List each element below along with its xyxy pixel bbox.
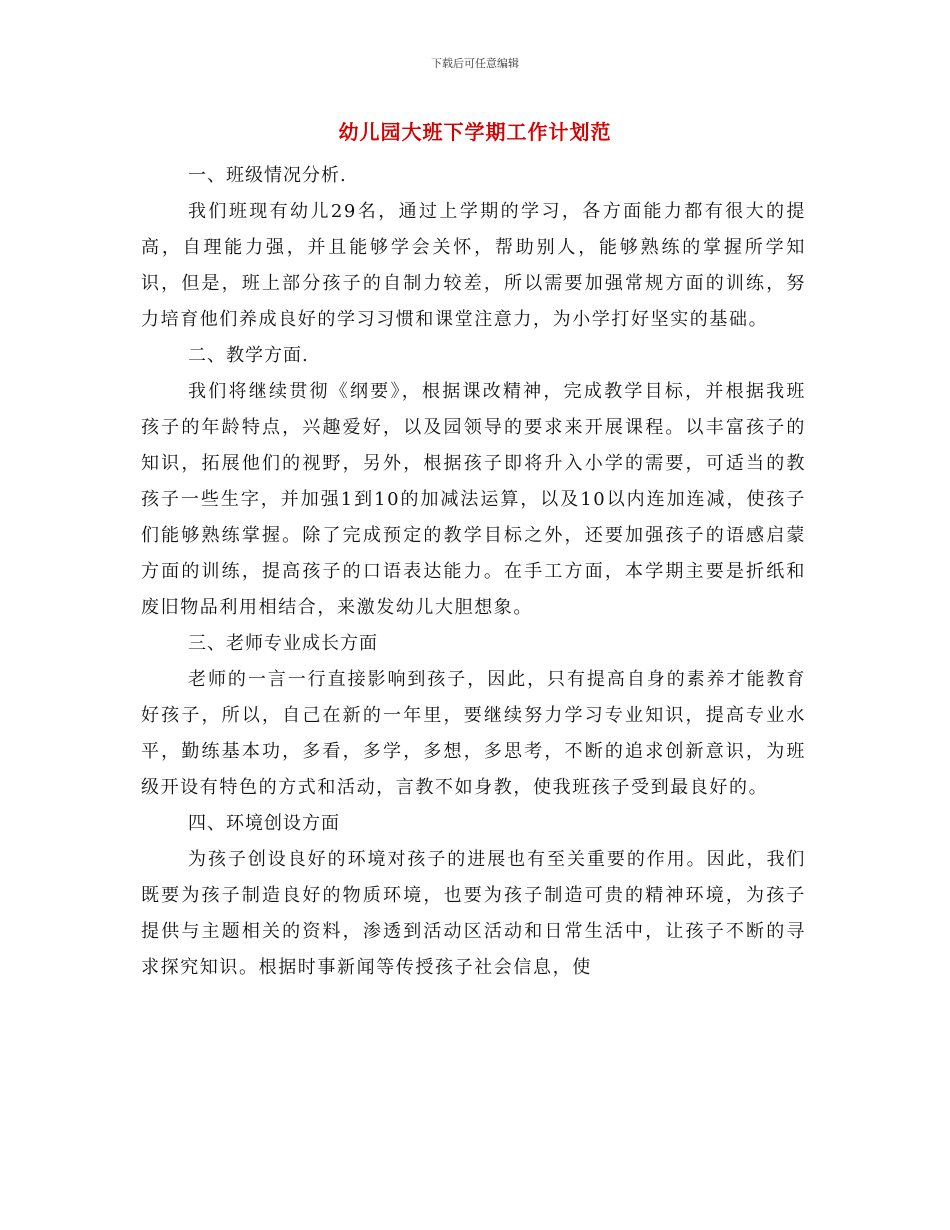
section-class-analysis: [141, 158, 806, 338]
section-heading: 二、教学方面.: [188, 345, 309, 366]
document-body: [141, 158, 806, 986]
section-teacher-growth: [141, 626, 806, 806]
section-paragraph: 我们将继续贯彻《纲要》，根据课改精神，完成教学目标，并根据我班孩子的年龄特点，兴趣爱好，以及园领导的要求来开展课程。以丰富孩子的知识，拓展他们的视野，另外，根据孩子即将升入小学的需要，可适当的教孩子一些生字，并加强1到10的加减法运算，以及10以内连加连减，使孩子们能够熟练掌握。除了完成预定的教学目标之外，还要加强孩子的语感启蒙方面的训练，提高孩子的口语表达能力。在手工方面，本学期主要是折纸和废旧物品利用相结合，来激发幼儿大胆想象。: [141, 381, 806, 618]
section-paragraph: 老师的一言一行直接影响到孩子，因此，只有提高自身的素养才能教育好孩子，所以，自己在新的一年里，要继续努力学习专业知识，提高专业水平，勤练基本功，多看，多学，多想，多思考，不断的追求创新意识，为班级开设有特色的方式和活动，言教不如身教，使我班孩子受到最良好的。: [141, 669, 806, 798]
section-teaching: [141, 338, 806, 626]
section-paragraph: 为孩子创设良好的环境对孩子的进展也有至关重要的作用。因此，我们既要为孩子制造良好的物质环境，也要为孩子制造可贵的精神环境，为孩子提供与主题相关的资料，渗透到活动区活动和日常生活中，让孩子不断的寻求探究知识。根据时事新闻等传授孩子社会信息，使: [141, 849, 806, 978]
section-heading: 四、环境创设方面: [188, 813, 340, 834]
section-paragraph: 我们班现有幼儿29名，通过上学期的学习，各方面能力都有很大的提高，自理能力强，并且能够学会关怀，帮助别人，能够熟练的掌握所学知识，但是，班上部分孩子的自制力较差，所以需要加强常规方面的训练，努力培育他们养成良好的学习习惯和课堂注意力，为小学打好坚实的基础。: [141, 201, 806, 330]
section-environment: [141, 806, 806, 986]
section-heading: 一、班级情况分析.: [188, 165, 347, 186]
header-note: 下载后可任意编辑: [431, 57, 519, 70]
section-heading: 三、老师专业成长方面: [188, 633, 378, 654]
document-title: 幼儿园大班下学期工作计划范: [338, 120, 612, 144]
